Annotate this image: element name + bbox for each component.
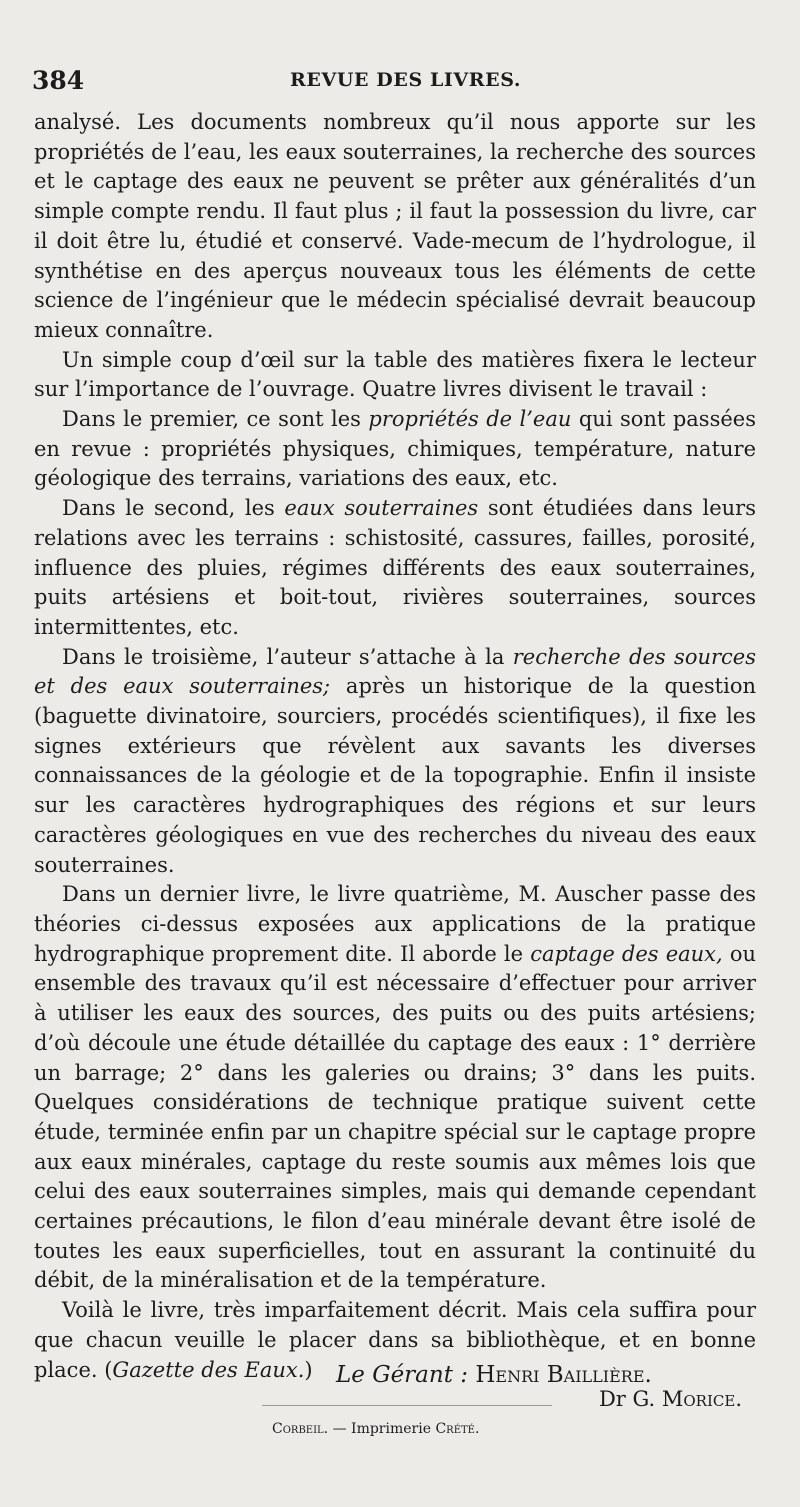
paragraph-book-four: Dans un dernier livre, le livre quatrième, M. Auscher passe des théories ci-dessus exposées aux applications de la pratique hydrographique proprement dite. Il aborde le captage des eaux, ou ensemble des travaux qu’il est nécessaire d’effectuer pour arriver à utiliser les eaux des sources, des puits ou des puits artésiens; d’où découle une étude détaillée du captage des eaux : 1° derrière un barrage; 2° dans les galeries ou drains; 3° dans les puits. Quelques considérations de technique pratique suivent cette étude, terminée enfin par un chapitre spécial sur le captage propre aux eaux minérales, captage du reste soumis aux mêmes lois que celui des eaux souterraines simples, mais qui demande cependant certaines précautions, le filon d’eau minérale devant être isolé de toutes les eaux superficielles, tout en assurant la continuité du débit, de la minéralisation et de la température. bbox=[34, 882, 757, 1293]
page-header bbox=[32, 66, 772, 96]
paragraph-book-two: Dans le second, les eaux souterraines sont étudiées dans leurs relations avec les terrains : schistosité, cassures, failles, porosité, influence des pluies, régimes différents des eaux souterraines, puits artésiens et boit-tout, rivières souterraines, sources intermittentes, etc. bbox=[34, 496, 756, 639]
publisher-manager-line bbox=[336, 1362, 756, 1388]
review-text bbox=[34, 108, 756, 1415]
emphasis-text: eaux souterraines bbox=[284, 496, 479, 521]
source-citation: Gazette des Eaux. bbox=[112, 1357, 305, 1382]
running-head: REVUE DES LIVRES. bbox=[290, 69, 522, 91]
gerant-name: Henri Baillière. bbox=[475, 1362, 652, 1388]
author-signature: Dr G. Morice. bbox=[598, 1387, 742, 1412]
page-number: 384 bbox=[32, 66, 85, 95]
paragraph-book-three: Dans le troisième, l’auteur s’attache à la recherche des sources et des eaux souterraines; après un historique de la question (baguette divinatoire, sourciers, procédés scientifiques), il fixe les signes extérieurs que révèlent aux savants les diverses connaissances de la géologie et de la topographie. Enfin il insiste sur les caractères hydrographiques des régions et sur leurs caractères géologiques en vue des recherches du niveau des eaux souterraines. bbox=[34, 644, 756, 877]
emphasis-text: recherche des sources et des eaux souterraines; bbox=[34, 644, 756, 699]
emphasis-text: propriétés de l’eau bbox=[368, 407, 572, 432]
paragraph-conclusion: Voilà le livre, très imparfaitement décrit. Mais cela suffira pour que chacun veuille le placer dans sa bibliothèque, et en bonne place. (Gazette des Eaux.) bbox=[34, 1298, 756, 1382]
printer-imprint: Corbeil. — Imprimerie Crété. bbox=[272, 1421, 480, 1437]
footer-divider bbox=[262, 1405, 552, 1406]
paragraph-table-of-contents: Un simple coup d’œil sur la table des matières fixera le lecteur sur l’importance de l’ouvrage. Quatre livres divisent le travail : bbox=[34, 347, 756, 402]
paragraph-book-one: Dans le premier, ce sont les propriétés de l’eau qui sont passées en revue : propriétés physiques, chimiques, température, nature géologique des terrains, variations des eaux, etc. bbox=[34, 407, 756, 491]
emphasis-text: captage des eaux, bbox=[530, 941, 723, 966]
gerant-label: Le Gérant : bbox=[336, 1362, 469, 1388]
paragraph-intro: analysé. Les documents nombreux qu’il nous apporte sur les propriétés de l’eau, les eaux souterraines, la recherche des sources et le captage des eaux ne peuvent se prêter aux généralités d’un simple compte rendu. Il faut plus ; il faut la possession du livre, car il doit être lu, étudié et conservé. Vade-mecum de l’hydrologue, il synthétise en des aperçus nouveaux tous les éléments de cette science de l’ingénieur que le médecin spécialisé devrait beaucoup mieux connaître. bbox=[34, 110, 756, 342]
